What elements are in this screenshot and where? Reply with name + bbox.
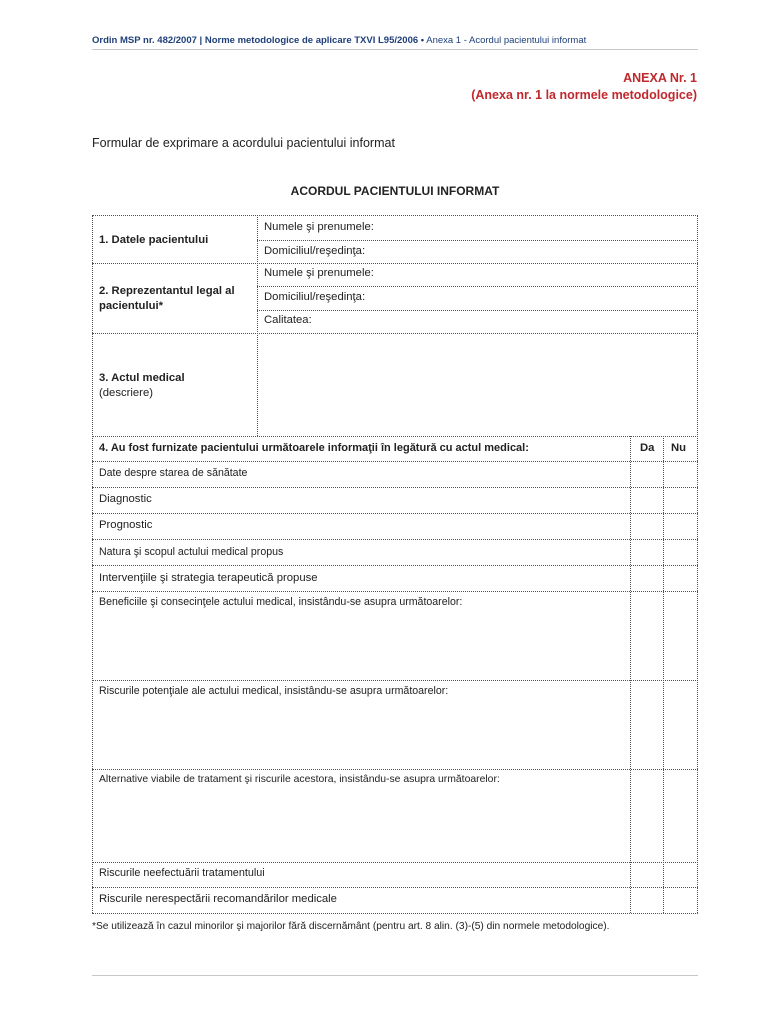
info-row-prognosis: Prognostic bbox=[99, 519, 153, 531]
column-header-da: Da bbox=[640, 442, 655, 454]
section-2-label-line2: pacientului* bbox=[99, 300, 164, 312]
header-citation: Ordin MSP nr. 482/2007 | Norme metodologice de aplicare TXVI L95/2006 bbox=[92, 35, 419, 46]
table-border-top bbox=[92, 215, 698, 216]
section-2-label-line1: 2. Reprezentantul legal al bbox=[99, 285, 235, 297]
info-row-health-status: Date despre starea de sănătate bbox=[99, 467, 248, 479]
document-title: ACORDUL PACIENTULUI INFORMAT bbox=[290, 184, 500, 198]
info-row-no-treatment-risks: Riscurile neefectuării tratamentului bbox=[99, 867, 265, 879]
table-border-bottom bbox=[92, 913, 698, 914]
annex-heading bbox=[471, 70, 697, 104]
row-divider bbox=[92, 263, 698, 264]
column-header-nu: Nu bbox=[671, 442, 687, 454]
representative-address-field[interactable]: Domiciliul/reşedinţa: bbox=[264, 291, 366, 303]
row-divider bbox=[92, 680, 698, 681]
header-divider bbox=[92, 49, 698, 50]
row-divider bbox=[92, 769, 698, 770]
row-divider bbox=[92, 487, 698, 488]
patient-name-field[interactable]: Numele şi prenumele: bbox=[264, 221, 374, 233]
header-bullet: • bbox=[420, 35, 425, 46]
row-divider bbox=[257, 310, 698, 311]
footnote: *Se utilizează în cazul minorilor şi majorilor fără discernământ (pentru art. 8 alin. (3)-(5) din normele metodologice). bbox=[92, 921, 610, 932]
section-3-title: 3. Actul medical bbox=[99, 372, 185, 384]
annex-subtitle: (Anexa nr. 1 la normele metodologice) bbox=[471, 88, 697, 102]
info-row-noncompliance-risks: Riscurile nerespectării recomandărilor medicale bbox=[99, 893, 337, 905]
info-row-nature-purpose: Natura şi scopul actului medical propus bbox=[99, 546, 284, 558]
info-row-interventions: Intervenţiile şi strategia terapeutică propuse bbox=[99, 572, 318, 584]
row-divider bbox=[257, 240, 698, 241]
row-divider bbox=[92, 436, 698, 437]
row-divider bbox=[92, 591, 698, 592]
info-row-benefits: Beneficiile şi consecinţele actului medical, insistându-se asupra următoarelor: bbox=[99, 596, 463, 608]
row-divider bbox=[92, 461, 698, 462]
header-annex-ref: Anexa 1 - Acordul pacientului informat bbox=[426, 35, 587, 46]
form-title: Formular de exprimare a acordului pacientului informat bbox=[92, 136, 395, 150]
section-2-label bbox=[99, 284, 235, 314]
footer-divider bbox=[92, 975, 698, 976]
section-3-label bbox=[99, 371, 185, 401]
patient-address-field[interactable]: Domiciliul/reşedinţa: bbox=[264, 245, 366, 257]
info-row-alternatives: Alternative viabile de tratament şi riscurile acestora, insistându-se asupra următoarelor: bbox=[99, 774, 500, 785]
table-border-right bbox=[697, 215, 698, 913]
section-3-subtitle: (descriere) bbox=[99, 387, 153, 399]
page-header bbox=[92, 35, 698, 46]
representative-capacity-field[interactable]: Calitatea: bbox=[264, 314, 312, 326]
row-divider bbox=[92, 539, 698, 540]
row-divider bbox=[92, 513, 698, 514]
info-row-diagnosis: Diagnostic bbox=[99, 493, 152, 505]
representative-name-field[interactable]: Numele şi prenumele: bbox=[264, 267, 374, 279]
medical-act-description-area[interactable] bbox=[258, 334, 697, 436]
column-divider-nu bbox=[663, 436, 664, 913]
column-divider-da bbox=[630, 436, 631, 913]
annex-number: ANEXA Nr. 1 bbox=[623, 71, 697, 85]
table-border-left bbox=[92, 215, 93, 913]
row-divider bbox=[92, 862, 698, 863]
row-divider bbox=[257, 286, 698, 287]
section-1-label: 1. Datele pacientului bbox=[99, 234, 209, 246]
row-divider bbox=[92, 887, 698, 888]
info-row-risks: Riscurile potenţiale ale actului medical, insistându-se asupra următoarelor: bbox=[99, 685, 449, 697]
section-4-header: 4. Au fost furnizate pacientului următoarele informaţii în legătură cu actul medical: bbox=[99, 442, 529, 454]
row-divider bbox=[92, 565, 698, 566]
